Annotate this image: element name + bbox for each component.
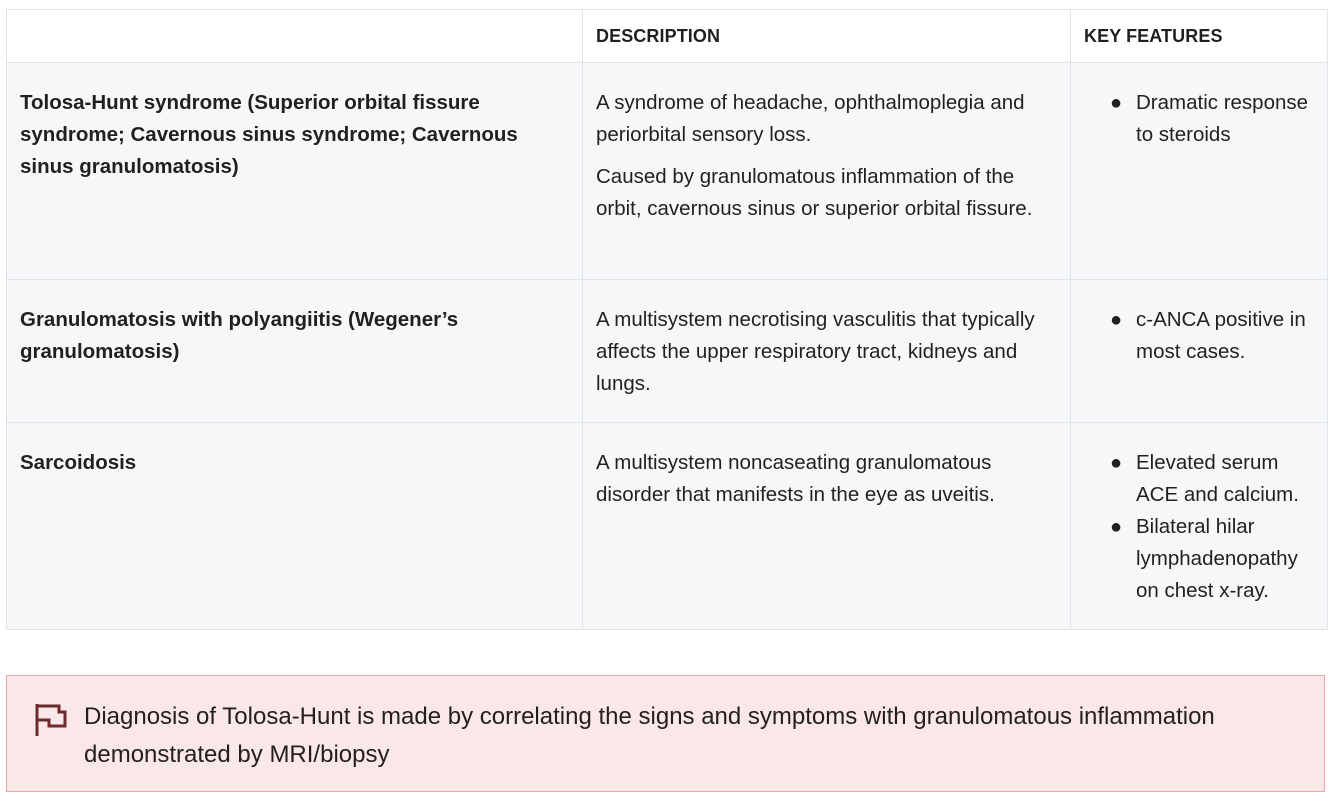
feature-text: Elevated serum ACE and calcium. bbox=[1136, 451, 1299, 506]
feature-text: c-ANCA positive in most cases. bbox=[1136, 308, 1306, 363]
description-paragraph: A multisystem necrotising vasculitis that typically affects the upper respiratory tract, kidneys and lungs. bbox=[596, 308, 1035, 395]
table-row bbox=[7, 63, 1328, 280]
list-item bbox=[1084, 511, 1314, 607]
description-cell bbox=[583, 423, 1071, 630]
key-features-cell bbox=[1071, 63, 1328, 280]
flag-icon bbox=[31, 700, 71, 740]
bullet-icon: ● bbox=[1110, 452, 1123, 474]
key-features-list bbox=[1084, 447, 1314, 607]
table-header-row bbox=[7, 10, 1328, 63]
key-features-list bbox=[1084, 87, 1314, 151]
table-row bbox=[7, 423, 1328, 630]
header-condition bbox=[7, 10, 583, 63]
list-item bbox=[1084, 447, 1314, 511]
description-paragraph: Caused by granulomatous inflammation of the orbit, cavernous sinus or superior orbital fissure. bbox=[596, 165, 1033, 220]
list-item bbox=[1084, 87, 1314, 151]
bullet-icon: ● bbox=[1110, 309, 1123, 331]
condition-cell: Tolosa-Hunt syndrome (Superior orbital fissure syndrome; Cavernous sinus syndrome; Cavernous sinus granulomatosis) bbox=[7, 63, 583, 280]
condition-cell: Sarcoidosis bbox=[7, 423, 583, 630]
bullet-icon: ● bbox=[1110, 92, 1123, 114]
header-description: DESCRIPTION bbox=[583, 10, 1071, 63]
comparison-table bbox=[6, 9, 1328, 630]
bullet-icon: ● bbox=[1110, 516, 1123, 538]
key-features-cell bbox=[1071, 423, 1328, 630]
key-features-cell bbox=[1071, 280, 1328, 423]
feature-text: Bilateral hilar lymphadenopathy on chest x-ray. bbox=[1136, 515, 1298, 602]
condition-cell: Granulomatosis with polyangiitis (Wegener’s granulomatosis) bbox=[7, 280, 583, 423]
table-row bbox=[7, 280, 1328, 423]
key-features-list bbox=[1084, 304, 1314, 368]
description-paragraph: A syndrome of headache, ophthalmoplegia and periorbital sensory loss. bbox=[596, 91, 1025, 146]
description-paragraph: A multisystem noncaseating granulomatous disorder that manifests in the eye as uveitis. bbox=[596, 451, 995, 506]
feature-text: Dramatic response to steroids bbox=[1136, 91, 1309, 146]
note-callout bbox=[6, 675, 1325, 792]
comparison-table-container bbox=[6, 9, 1327, 630]
callout-text: Diagnosis of Tolosa-Hunt is made by correlating the signs and symptoms with granulomatous inflammation demonstrated by MRI/biopsy bbox=[84, 703, 1215, 768]
header-key-features: KEY FEATURES bbox=[1071, 10, 1328, 63]
list-item bbox=[1084, 304, 1314, 368]
description-cell bbox=[583, 280, 1071, 423]
description-cell bbox=[583, 63, 1071, 280]
